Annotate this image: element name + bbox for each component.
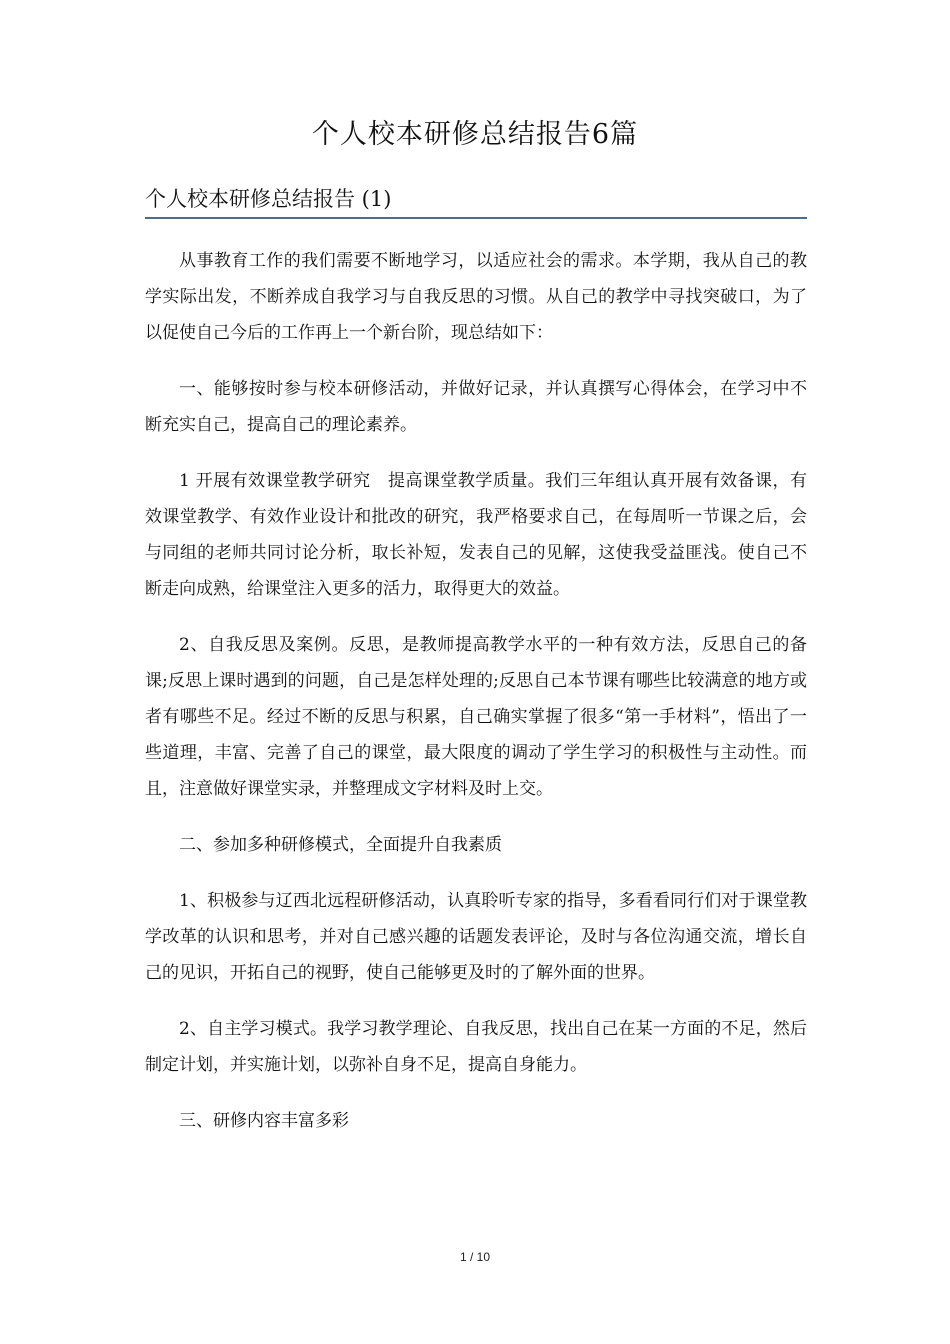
paragraph-point-three: 三、研修内容丰富多彩 <box>179 1111 349 1131</box>
paragraph-self-reflection: 2、自我反思及案例。反思，是教师提高教学水平的一种有效方法，反思自己的备课;反思上课时遇到的问题，自己是怎样处理的;反思自己本节课有哪些比较满意的地方或者有哪些不足。经过不断的反思与积累，自己确实掌握了很多“第一手材料”，悟出了一些道理，丰富、完善了自己的课堂，最大限度的调动了学生学习的积极性与主动性。而且，注意做好课堂实录，并整理成文字材料及时上交。 <box>145 635 807 799</box>
paragraph-effective-teaching: 1 开展有效课堂教学研究 提高课堂教学质量。我们三年组认真开展有效备课，有效课堂教学、有效作业设计和批改的研究，我严格要求自己，在每周听一节课之后，会与同组的老师共同讨论分析，取长补短，发表自己的见解，这使我受益匪浅。使自己不断走向成熟，给课堂注入更多的活力，取得更大的效益。 <box>145 471 807 599</box>
paragraph-point-two: 二、参加多种研修模式，全面提升自我素质 <box>179 835 502 855</box>
paragraph-remote-training: 1、积极参与辽西北远程研修活动，认真聆听专家的指导，多看看同行们对于课堂教学改革的认识和思考，并对自己感兴趣的话题发表评论，及时与各位沟通交流，增长自己的见识，开拓自己的视野，使自己能够更及时的了解外面的世界。 <box>145 891 807 983</box>
paragraph-self-study: 2、自主学习模式。我学习教学理论、自我反思，找出自己在某一方面的不足，然后制定计划，并实施计划，以弥补自身不足，提高自身能力。 <box>145 1019 807 1075</box>
page-number: 1 / 10 <box>459 1250 491 1264</box>
paragraph-intro: 从事教育工作的我们需要不断地学习，以适应社会的需求。本学期，我从自己的教学实际出发，不断养成自我学习与自我反思的习惯。从自己的教学中寻找突破口，为了以促使自己今后的工作再上一个新台阶，现总结如下： <box>145 251 807 343</box>
document-body <box>145 243 807 1159</box>
page-title: 个人校本研修总结报告6篇 <box>311 119 639 150</box>
section-heading: 个人校本研修总结报告 (1) <box>145 183 807 219</box>
paragraph-point-one: 一、能够按时参与校本研修活动，并做好记录，并认真撰写心得体会，在学习中不断充实自己，提高自己的理论素养。 <box>145 379 807 435</box>
